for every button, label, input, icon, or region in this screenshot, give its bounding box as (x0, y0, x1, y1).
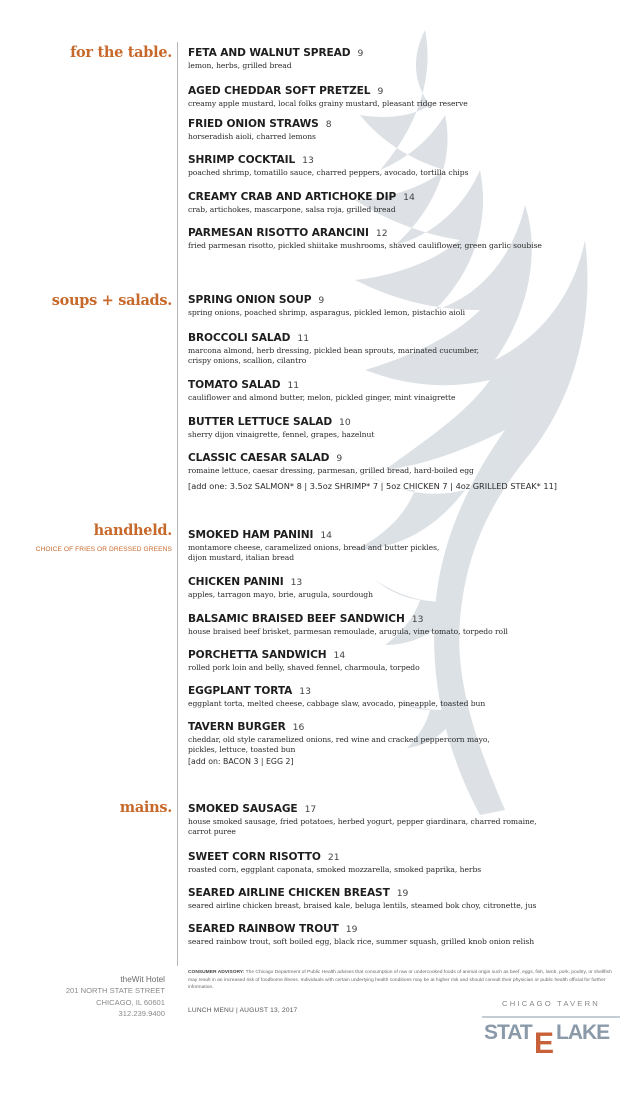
venue-street: 201 NORTH STATE STREET (65, 986, 165, 996)
item-description: spring onions, poached shrimp, asparagus, pickled lemon, pistachio aioli (188, 308, 465, 317)
item-price: 17 (304, 804, 317, 815)
item-price: 9 (357, 48, 364, 59)
advisory-label: CONSUMER ADVISORY: (188, 970, 245, 975)
item-price: 16 (292, 722, 305, 733)
item-name: AGED CHEDDAR SOFT PRETZEL (188, 85, 371, 97)
item-name: TOMATO SALAD (188, 379, 281, 391)
item-price: 14 (333, 650, 346, 661)
item-name: PARMESAN RISOTTO ARANCINI (188, 227, 369, 239)
item-name: SPRING ONION SOUP (188, 294, 312, 306)
item-add-on: [add on: BACON 3 | EGG 2] (188, 756, 294, 766)
item-description: rolled pork loin and belly, shaved fennel, charmoula, torpedo (188, 663, 420, 672)
menu-item (188, 850, 628, 875)
item-name: BUTTER LETTUCE SALAD (188, 416, 333, 428)
item-price: 9 (377, 86, 384, 97)
item-description: cauliflower and almond butter, melon, pickled ginger, mint vinaigrette (188, 393, 456, 402)
section-title-for-the-table: for the table. (70, 44, 172, 61)
menu-item (188, 117, 628, 142)
menu-item (188, 886, 628, 911)
item-description: house braised beef brisket, parmesan remoulade, arugula, vine tomato, torpedo roll (188, 627, 508, 636)
menu-date: LUNCH MENU | AUGUST 13, 2017 (188, 1007, 298, 1014)
item-description: crab, artichokes, mascarpone, salsa roja, grilled bread (188, 205, 396, 214)
state-lake-logo (480, 999, 622, 1057)
item-name: SWEET CORN RISOTTO (188, 851, 321, 863)
venue-phone: 312.239.9400 (118, 1009, 165, 1019)
vertical-divider (177, 42, 178, 966)
item-name: TAVERN BURGER (188, 721, 286, 733)
logo-part-lake: LAKE (556, 1021, 610, 1044)
menu-item (188, 648, 628, 673)
menu-item (188, 451, 628, 492)
menu-item (188, 153, 628, 178)
item-name: SHRIMP COCKTAIL (188, 154, 296, 166)
item-name: FRIED ONION STRAWS (188, 118, 319, 130)
logo-part-e: E (534, 1027, 555, 1055)
item-price: 21 (327, 852, 340, 863)
menu-item (188, 378, 628, 403)
item-price: 13 (290, 577, 303, 588)
item-description: cheddar, old style caramelized onions, red wine and cracked peppercorn mayo, pickles, lettuce, toasted bun (188, 735, 490, 755)
item-name: BROCCOLI SALAD (188, 332, 291, 344)
item-description: horseradish aioli, charred lemons (188, 132, 316, 141)
item-description: seared rainbow trout, soft boiled egg, black rice, summer squash, grilled knob onion relish (188, 937, 535, 946)
item-name: CREAMY CRAB AND ARTICHOKE DIP (188, 191, 397, 203)
venue-city: CHICAGO, IL 60601 (96, 997, 165, 1007)
item-description: apples, tarragon mayo, brie, arugula, sourdough (188, 590, 373, 599)
consumer-advisory (188, 969, 618, 992)
item-price: 9 (336, 453, 343, 464)
menu-item (188, 922, 628, 947)
item-price: 13 (299, 686, 311, 697)
menu-item (188, 575, 628, 600)
menu-item (188, 226, 628, 251)
item-price: 11 (297, 333, 310, 344)
menu-item (188, 612, 628, 637)
item-name: SEARED AIRLINE CHICKEN BREAST (188, 887, 390, 899)
item-price: 13 (302, 155, 314, 166)
logo-wordmark (480, 1011, 622, 1055)
menu-item (188, 802, 628, 838)
item-name: CLASSIC CAESAR SALAD (188, 452, 330, 464)
venue-address (66, 974, 165, 1020)
section-title-soups-salads: soups + salads. (51, 292, 172, 309)
item-description: poached shrimp, tomatillo sauce, charred peppers, avocado, tortilla chips (188, 168, 469, 177)
item-description: roasted corn, eggplant caponata, smoked mozzarella, smoked paprika, herbs (188, 865, 482, 874)
menu-item (188, 415, 628, 440)
item-name: SMOKED SAUSAGE (188, 803, 298, 815)
logo-part-state: STAT (484, 1021, 532, 1044)
section-title-handheld: handheld. (93, 522, 172, 539)
item-description: romaine lettuce, caesar dressing, parmesan, grilled bread, hard-boiled egg (188, 466, 474, 475)
item-price: 19 (396, 888, 409, 899)
item-name: PORCHETTA SANDWICH (188, 649, 327, 661)
section-title-mains: mains. (119, 799, 172, 816)
menu-item (188, 720, 628, 768)
item-price: 19 (345, 924, 358, 935)
item-description: eggplant torta, melted cheese, cabbage slaw, avocado, pineapple, toasted bun (188, 699, 486, 708)
item-add-on: [add one: 3.5oz SALMON* 8 | 3.5oz SHRIMP* 7 | 5oz CHICKEN 7 | 4oz GRILLED STEAK* 11] (188, 481, 557, 492)
item-description: marcona almond, herb dressing, pickled bean sprouts, marinated cucumber, crispy onions, scallion, cilantro (188, 346, 480, 366)
item-name: CHICKEN PANINI (188, 576, 284, 588)
item-description: seared airline chicken breast, braised kale, beluga lentils, steamed bok choy, citronette, jus (188, 901, 537, 910)
item-price: 10 (339, 417, 351, 428)
item-price: 11 (287, 380, 300, 391)
item-price: 14 (320, 530, 333, 541)
menu-item (188, 46, 628, 71)
item-description: fried parmesan risotto, pickled shiitake mushrooms, shaved cauliflower, green garlic soubise (188, 241, 542, 250)
menu-item (188, 331, 628, 367)
item-description: lemon, herbs, grilled bread (188, 61, 292, 70)
menu-item (188, 684, 628, 709)
item-description: creamy apple mustard, local folks grainy mustard, pleasant ridge reserve (188, 99, 468, 108)
item-name: SEARED RAINBOW TROUT (188, 923, 339, 935)
item-description: house smoked sausage, fried potatoes, herbed yogurt, pepper giardinara, charred romaine, carrot puree (188, 817, 537, 837)
item-name: EGGPLANT TORTA (188, 685, 293, 697)
item-price: 13 (411, 614, 424, 625)
item-name: SMOKED HAM PANINI (188, 529, 314, 541)
section-subtitle-handheld: CHOICE OF FRIES OR DRESSED GREENS (35, 546, 172, 553)
advisory-text: The Chicago Department of Public Health advises that consumption of raw or undercooked foods of animal origin such as beef, eggs, fish, lamb, pork, poultry, or shellfish may result in an increased risk of foodborne illness. Individuals with certain underlying health conditions may be at higher risk and should consult their physician or public health official for further information. (188, 970, 612, 991)
item-name: BALSAMIC BRAISED BEEF SANDWICH (188, 613, 405, 625)
item-price: 9 (318, 295, 325, 306)
item-price: 8 (325, 119, 332, 130)
item-name: FETA AND WALNUT SPREAD (188, 47, 351, 59)
item-description: sherry dijon vinaigrette, fennel, grapes, hazelnut (188, 430, 375, 439)
menu-item (188, 190, 628, 215)
item-price: 14 (403, 192, 415, 203)
logo-tagline: CHICAGO TAVERN (502, 999, 600, 1008)
menu-item (188, 528, 628, 564)
menu-item (188, 84, 628, 109)
venue-name: theWit Hotel (120, 975, 165, 984)
item-description: montamore cheese, caramelized onions, bread and butter pickles, dijon mustard, italian bread (188, 543, 440, 563)
menu-item (188, 293, 628, 318)
item-price: 12 (375, 228, 388, 239)
